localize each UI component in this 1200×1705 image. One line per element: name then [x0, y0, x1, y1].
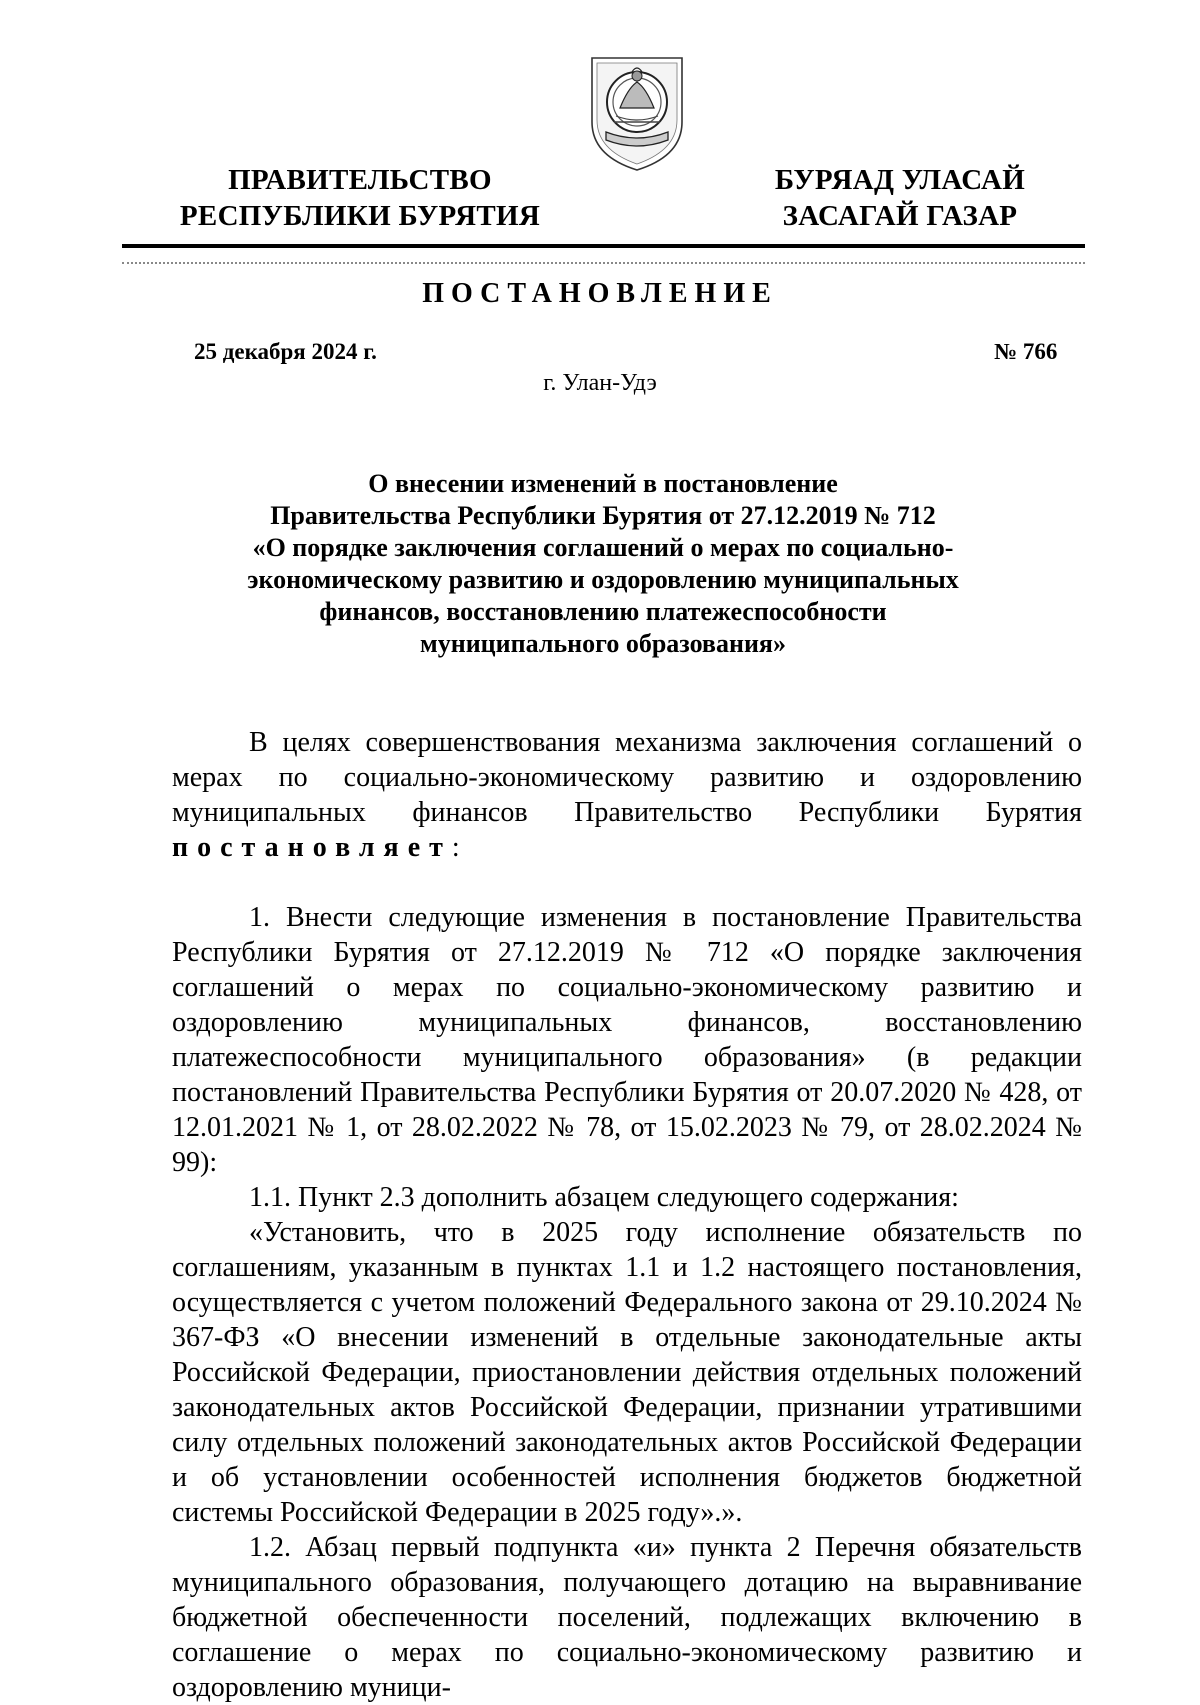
document-date: 25 декабря 2024 г. — [194, 339, 377, 364]
government-name-buryat-line1: БУРЯАД УЛАСАЙ — [774, 164, 1026, 196]
coat-of-arms-icon — [588, 52, 686, 174]
title-line: О внесении изменений в постановление — [368, 469, 838, 498]
title-line: Правительства Республики Бурятия от 27.12.2019 № 712 — [270, 501, 936, 530]
government-name-buryat-line2: ЗАСАГАЙ ГАЗАР — [782, 200, 1018, 232]
resolves-colon: : — [451, 832, 460, 863]
item-1: 1. Внести следующие изменения в постановление Правительства Республики Бурятия от 27.12.2019 № 712 «О порядке заключения соглашений о мерах по социально-экономическому развитию и оздоровлению муниципальных финансов, восстановлению платежеспособности муниципального образования» (в редакции постановлений Правительства Республики Бурятия от 20.07.2020 № 428, от 12.01.2021 № 1, от 28.02.2022 № 78, от 15.02.2023 № 79, от 28.02.2024 № 99): — [172, 902, 1082, 1178]
header-divider-thin — [122, 262, 1085, 264]
item-1-2: 1.2. Абзац первый подпункта «и» пункта 2 Перечня обязательств муниципального образования, получающего дотацию на выравнивание бюджетной обеспеченности поселений, подлежащих включению в соглашение о мерах по социально-экономическому развитию и оздоровлению муници- — [172, 1532, 1082, 1703]
item-1-1: 1.1. Пункт 2.3 дополнить абзацем следующего содержания: — [249, 1182, 959, 1213]
document-title — [180, 468, 1026, 660]
government-name-buryat — [740, 162, 1060, 234]
document-type: ПОСТАНОВЛЕНИЕ — [422, 278, 778, 309]
document-body — [172, 725, 1082, 1705]
government-name-line1: ПРАВИТЕЛЬСТВО — [228, 164, 492, 196]
document-number: № 766 — [994, 339, 1058, 364]
header-divider-thick — [122, 244, 1085, 248]
preamble-text: В целях совершенствования механизма заключения соглашений о мерах по социально-экономическому развитию и оздоровлению муниципальных финансов Правительство Республики Бурятия — [172, 727, 1082, 828]
title-line: экономическому развитию и оздоровлению муниципальных — [247, 565, 959, 594]
preamble-paragraph — [172, 725, 1082, 865]
title-line: муниципального образования» — [420, 629, 786, 658]
government-name-russian — [170, 162, 550, 234]
quoted-amendment: «Установить, что в 2025 году исполнение обязательств по соглашениям, указанным в пунктах 1.1 и 1.2 настоящего постановления, осуществляется с учетом положений Федерального закона от 29.10.2024 № 367-ФЗ «О внесении изменений в отдельные законодательные акты Российской Федерации, приостановлении действия отдельных положений законодательных актов Российской Федерации, признании утратившими силу отдельных положений законодательных актов Российской Федерации и об установлении особенностей исполнения бюджетов бюджетной системы Российской Федерации в 2025 году».». — [172, 1217, 1082, 1528]
document-city: г. Улан-Удэ — [543, 370, 657, 396]
government-name-line2: РЕСПУБЛИКИ БУРЯТИЯ — [179, 200, 541, 232]
title-line: финансов, восстановлению платежеспособности — [319, 597, 887, 626]
title-line: «О порядке заключения соглашений о мерах по социально- — [252, 533, 954, 562]
resolves-word: постановляет — [172, 832, 452, 863]
